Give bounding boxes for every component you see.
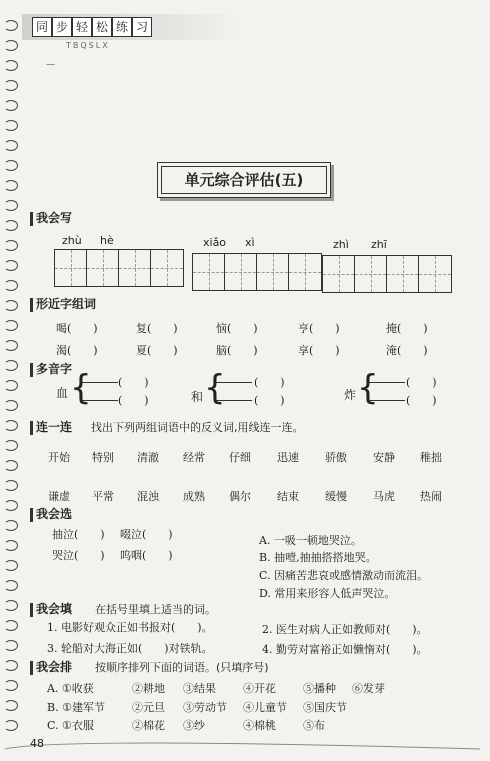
word-item: 偶尔 bbox=[229, 490, 251, 503]
spiral-ring bbox=[4, 300, 18, 311]
spiral-ring bbox=[4, 80, 18, 91]
section-title-choose: 我会选 bbox=[30, 505, 72, 522]
page-title: 单元综合评估(五) bbox=[161, 166, 327, 194]
option-text: B. 抽噎,抽抽搭搭地哭。 bbox=[259, 551, 377, 564]
spiral-ring bbox=[4, 640, 18, 651]
order-item: ②棉花 bbox=[132, 719, 165, 732]
brace: { bbox=[357, 368, 379, 408]
fill-sentence: 4. 勤劳对富裕正如懒惰对( )。 bbox=[262, 643, 428, 656]
order-item: A. ①收获 bbox=[47, 682, 94, 695]
word-item: 抽泣( ) bbox=[52, 528, 105, 541]
word-item: 淹( ) bbox=[386, 344, 428, 357]
order-item: ⑥发芽 bbox=[352, 682, 385, 695]
spiral-ring bbox=[4, 240, 18, 251]
spiral-ring bbox=[4, 20, 18, 31]
word-item: 成熟 bbox=[183, 490, 205, 503]
word-item: 缓慢 bbox=[325, 490, 347, 503]
word-item: 复( ) bbox=[136, 322, 178, 335]
header-bar bbox=[22, 14, 242, 40]
order-item: ④儿童节 bbox=[243, 701, 287, 714]
word-item: 夏( ) bbox=[136, 344, 178, 357]
spiral-ring bbox=[4, 320, 18, 331]
page-number: 48 bbox=[30, 737, 44, 750]
polyphone-char: 炸 bbox=[344, 388, 357, 402]
header-char: 松 bbox=[92, 17, 112, 37]
word-item: 仔细 bbox=[229, 451, 251, 464]
word-item: 安静 bbox=[373, 451, 395, 464]
section-title-polyphone: 多音字 bbox=[30, 360, 72, 377]
order-item: ⑤播种 bbox=[303, 682, 336, 695]
spiral-ring bbox=[4, 160, 18, 171]
footer-curve bbox=[0, 735, 490, 755]
brace: { bbox=[70, 368, 92, 408]
page-title-box bbox=[157, 162, 331, 198]
writing-grid[interactable] bbox=[54, 249, 184, 287]
header-char: 轻 bbox=[72, 17, 92, 37]
word-item: 清澈 bbox=[137, 451, 159, 464]
header-char: 步 bbox=[52, 17, 72, 37]
answer-paren: ( ) bbox=[254, 376, 285, 389]
spiral-ring bbox=[4, 60, 18, 71]
spiral-ring bbox=[4, 380, 18, 391]
spiral-ring bbox=[4, 360, 18, 371]
order-item: B. ①建军节 bbox=[47, 701, 105, 714]
word-item: 掩( ) bbox=[386, 322, 428, 335]
order-item: ②元旦 bbox=[132, 701, 165, 714]
order-item: ③纱 bbox=[183, 719, 205, 732]
section-title-order: 我会排 bbox=[30, 658, 72, 675]
word-item: 开始 bbox=[48, 451, 70, 464]
order-item: ④开花 bbox=[243, 682, 276, 695]
answer-line bbox=[369, 382, 405, 383]
header-char: 同 bbox=[32, 17, 52, 37]
spiral-ring bbox=[4, 280, 18, 291]
section-instruction: 按顺序排列下面的词语。(只填序号) bbox=[95, 661, 269, 674]
pinyin: xiǎo bbox=[203, 236, 227, 249]
pinyin: zhī bbox=[371, 238, 387, 251]
spiral-ring bbox=[4, 420, 18, 431]
spiral-ring bbox=[4, 140, 18, 151]
spiral-ring bbox=[4, 580, 18, 591]
header-subtitle: TBQSLX bbox=[66, 41, 110, 50]
answer-paren: ( ) bbox=[406, 376, 437, 389]
spiral-ring bbox=[4, 40, 18, 51]
word-item: 热闹 bbox=[420, 490, 442, 503]
spiral-ring bbox=[4, 120, 18, 131]
section-title-write: 我会写 bbox=[30, 209, 72, 226]
spiral-ring bbox=[4, 660, 18, 671]
pinyin: hè bbox=[100, 234, 114, 247]
brace: { bbox=[204, 368, 226, 408]
answer-line bbox=[369, 400, 405, 401]
order-item: ④棉桃 bbox=[243, 719, 276, 732]
pinyin: zhì bbox=[333, 238, 349, 251]
fill-sentence: 3. 轮船对大海正如( )对铁轨。 bbox=[47, 642, 213, 655]
order-item: C. ①衣服 bbox=[47, 719, 94, 732]
spiral-ring bbox=[4, 400, 18, 411]
word-item: 喝( ) bbox=[56, 322, 98, 335]
word-item: 骄傲 bbox=[325, 451, 347, 464]
word-item: 稚拙 bbox=[420, 451, 442, 464]
polyphone-char: 和 bbox=[191, 390, 204, 404]
word-item: 脑( ) bbox=[216, 344, 258, 357]
spiral-ring bbox=[4, 260, 18, 271]
spiral-ring bbox=[4, 520, 18, 531]
spiral-ring bbox=[4, 440, 18, 451]
pinyin: xì bbox=[245, 236, 255, 249]
order-item: ③劳动节 bbox=[183, 701, 227, 714]
order-item: ②耕地 bbox=[132, 682, 165, 695]
answer-paren: ( ) bbox=[406, 394, 437, 407]
spiral-ring bbox=[4, 180, 18, 191]
word-item: 渴( ) bbox=[56, 344, 98, 357]
spiral-ring bbox=[4, 100, 18, 111]
writing-grid[interactable] bbox=[322, 255, 452, 293]
word-item: 特别 bbox=[92, 451, 114, 464]
header-dash: — bbox=[46, 60, 55, 70]
spiral-ring bbox=[4, 560, 18, 571]
word-item: 啜泣( ) bbox=[120, 528, 173, 541]
section-title-fill: 我会填 bbox=[30, 600, 72, 617]
option-text: C. 因痛苦悲哀或感情激动而流泪。 bbox=[259, 569, 429, 582]
spiral-ring bbox=[4, 540, 18, 551]
word-item: 混浊 bbox=[137, 490, 159, 503]
answer-paren: ( ) bbox=[254, 394, 285, 407]
spiral-ring bbox=[4, 680, 18, 691]
spiral-ring bbox=[4, 460, 18, 471]
fill-sentence: 2. 医生对病人正如教师对( )。 bbox=[262, 623, 428, 636]
writing-grid[interactable] bbox=[192, 253, 322, 291]
spiral-ring bbox=[4, 620, 18, 631]
spiral-ring bbox=[4, 340, 18, 351]
polyphone-char: 血 bbox=[56, 386, 69, 400]
order-item: ⑤布 bbox=[303, 719, 325, 732]
answer-paren: ( ) bbox=[118, 394, 149, 407]
section-instruction: 找出下列两组词语中的反义词,用线连一连。 bbox=[91, 421, 304, 434]
word-item: 享( ) bbox=[298, 344, 340, 357]
word-item: 亨( ) bbox=[298, 322, 340, 335]
spiral-ring bbox=[4, 500, 18, 511]
spiral-ring bbox=[4, 220, 18, 231]
spiral-ring bbox=[4, 200, 18, 211]
order-item: ⑤国庆节 bbox=[303, 701, 347, 714]
header-char: 练 bbox=[112, 17, 132, 37]
word-item: 平常 bbox=[92, 490, 114, 503]
section-instruction: 在括号里填上适当的词。 bbox=[95, 603, 216, 616]
answer-line bbox=[82, 400, 118, 401]
pinyin: zhù bbox=[62, 234, 82, 247]
answer-line bbox=[82, 382, 118, 383]
option-text: A. 一吸一顿地哭泣。 bbox=[259, 534, 362, 547]
word-item: 恼( ) bbox=[216, 322, 258, 335]
spiral-binding bbox=[4, 20, 18, 740]
spiral-ring bbox=[4, 600, 18, 611]
word-item: 谦虚 bbox=[48, 490, 70, 503]
word-item: 迅速 bbox=[277, 451, 299, 464]
word-item: 经常 bbox=[183, 451, 205, 464]
spiral-ring bbox=[4, 720, 18, 731]
answer-paren: ( ) bbox=[118, 376, 149, 389]
spiral-ring bbox=[4, 480, 18, 491]
option-text: D. 常用来形容人低声哭泣。 bbox=[259, 587, 396, 600]
section-title-similar-chars: 形近字组词 bbox=[30, 295, 96, 312]
order-item: ③结果 bbox=[183, 682, 216, 695]
spiral-ring bbox=[4, 700, 18, 711]
answer-line bbox=[216, 400, 252, 401]
word-item: 马虎 bbox=[373, 490, 395, 503]
word-item: 呜咽( ) bbox=[120, 549, 173, 562]
header-char: 习 bbox=[132, 17, 152, 37]
section-title-connect: 连一连 bbox=[30, 418, 72, 435]
word-item: 结束 bbox=[277, 490, 299, 503]
answer-line bbox=[216, 382, 252, 383]
fill-sentence: 1. 电影好观众正如书报对( )。 bbox=[47, 621, 213, 634]
word-item: 哭泣( ) bbox=[52, 549, 105, 562]
